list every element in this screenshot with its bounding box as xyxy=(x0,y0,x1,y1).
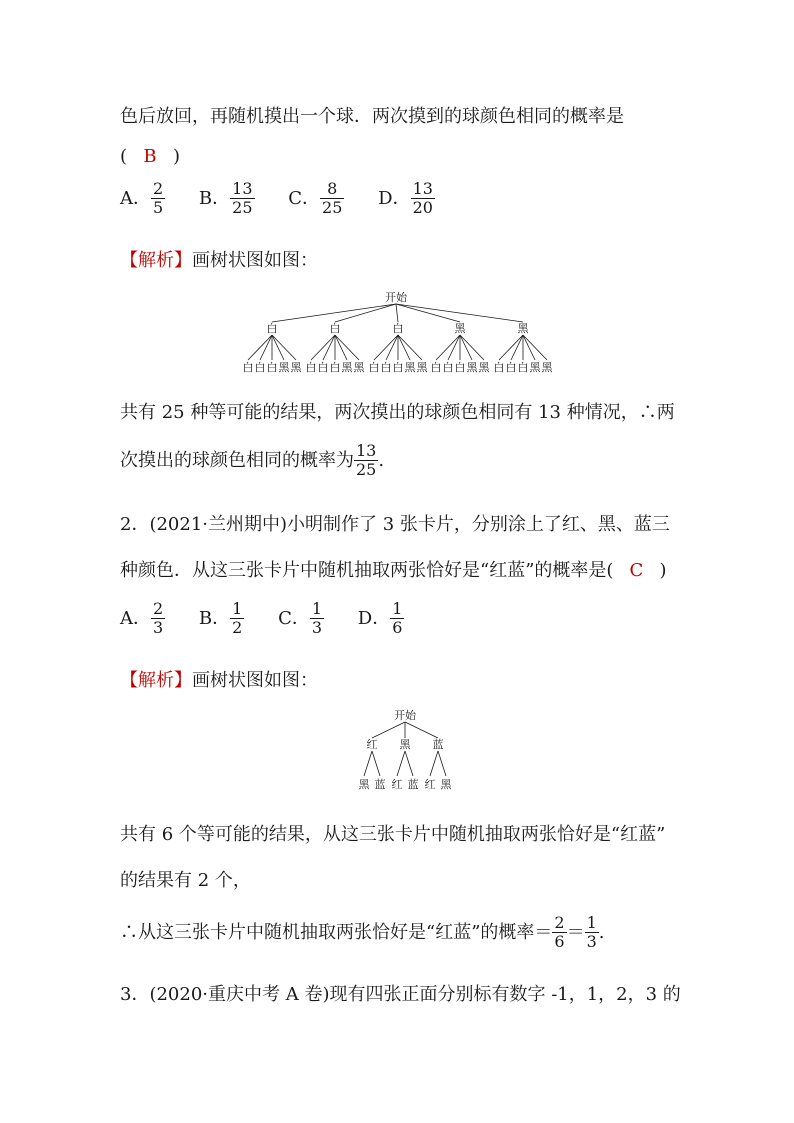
tree-branch xyxy=(405,751,413,776)
q2-conclusion-3: ∴从这三张卡片中随机抽取两张恰好是“红蓝”的概率＝ $\frac{2}{6}$ ＝ $\frac{1}{3}$ . xyxy=(120,913,605,952)
tree-branch xyxy=(335,335,359,360)
tree-branch xyxy=(430,751,438,776)
tree-branch xyxy=(374,335,398,360)
tree-branch xyxy=(436,335,460,360)
q1-stem: 色后放回，再随机摸出一个球．两次摸到的球颜色相同的概率是 xyxy=(120,106,624,127)
q1-tree-node-level2: 黑 xyxy=(278,361,290,374)
tree-branch xyxy=(396,304,398,322)
q1-answer: B xyxy=(143,146,157,167)
tree-branch xyxy=(248,335,272,360)
q2-option-d: D． $\frac{1}{6}$ xyxy=(357,599,403,638)
tree-branch xyxy=(335,335,347,360)
q1-tree-node-level2: 白 xyxy=(493,361,505,374)
tree-branch xyxy=(438,751,446,776)
q1-tree-node-level2: 白 xyxy=(430,361,442,374)
q2-line-2: 种颜色．从这三张卡片中随机抽取两张恰好是“红蓝”的概率是( C ) xyxy=(120,560,667,581)
tree-branch xyxy=(323,335,335,360)
q1-tree-node-level1: 白 xyxy=(329,322,341,335)
q3-line-1: 3．(2020·重庆中考 A 卷)现有四张正面分别标有数字 -1，1，2，3 的 xyxy=(120,984,681,1005)
q1-tree-node-level1: 白 xyxy=(392,322,404,335)
q1-tree-node-level2: 黑 xyxy=(541,361,553,374)
tree-branch xyxy=(311,335,335,360)
q1-answer-line: ( B ) xyxy=(120,146,181,167)
q1-conclusion-1: 共有 25 种等可能的结果，两次摸出的球颜色相同有 13 种情况，∴两 xyxy=(120,402,675,423)
q1-tree-node-level1: 白 xyxy=(266,322,278,335)
q2-analysis: 【解析】画树状图如图： xyxy=(120,670,318,691)
q1-tree-node-level2: 白 xyxy=(505,361,517,374)
q1-tree-node-level2: 白 xyxy=(454,361,466,374)
tree-branch xyxy=(335,304,396,322)
q1-option-b: B． $\frac{13}{25}$ xyxy=(198,179,253,218)
q1-tree-node-level2: 黑 xyxy=(478,361,490,374)
tree-branch xyxy=(260,335,272,360)
q1-tree-node-level1: 黑 xyxy=(517,322,529,335)
q1-tree-node-level2: 黑 xyxy=(416,361,428,374)
q1-tree-node-level2: 白 xyxy=(368,361,380,374)
q1-analysis: 【解析】画树状图如图： xyxy=(120,250,318,271)
q2-tree-node-level1: 蓝 xyxy=(432,738,444,751)
q1-tree-node-level2: 黑 xyxy=(341,361,353,374)
q2-line-1: 2．(2021·兰州期中)小明制作了 3 张卡片，分别涂上了红、黑、蓝三 xyxy=(120,514,670,535)
tree-branch xyxy=(396,304,460,322)
tree-branch xyxy=(398,335,410,360)
q1-tree-node-level2: 白 xyxy=(305,361,317,374)
q1-tree-node-level2: 白 xyxy=(254,361,266,374)
q1-tree-node-level2: 白 xyxy=(517,361,529,374)
q1-tree-node-level2: 黑 xyxy=(353,361,365,374)
q2-option-b: B． $\frac{1}{2}$ xyxy=(198,599,243,638)
tree-branch xyxy=(405,722,438,738)
tree-branch xyxy=(272,335,296,360)
q1-tree-diagram xyxy=(242,288,553,376)
tree-branch xyxy=(272,304,396,322)
q1-tree-node-level2: 黑 xyxy=(404,361,416,374)
q1-options xyxy=(120,180,463,218)
q1-tree-node-level2: 黑 xyxy=(290,361,302,374)
tree-branch xyxy=(523,335,547,360)
q2-tree-node-level2: 黑 xyxy=(440,778,452,791)
q1-tree-node-level2: 黑 xyxy=(529,361,541,374)
q2-tree-node-level2: 蓝 xyxy=(407,778,419,791)
q1-tree-node-level2: 白 xyxy=(266,361,278,374)
q2-options xyxy=(120,600,432,638)
tree-branch xyxy=(386,335,398,360)
q2-conclusion-1: 共有 6 个等可能的结果，从这三张卡片中随机抽取两张恰好是“红蓝” xyxy=(120,824,666,845)
q2-tree-node-level2: 红 xyxy=(424,778,436,791)
q1-tree-node-level2: 白 xyxy=(392,361,404,374)
q2-option-c: C． $\frac{1}{3}$ xyxy=(278,599,323,638)
q1-tree-node-level2: 白 xyxy=(380,361,392,374)
q1-tree-node-level2: 白 xyxy=(242,361,254,374)
q2-tree-root: 开始 xyxy=(394,709,416,722)
tree-branch xyxy=(460,335,484,360)
q1-analysis-tag: 【解析】 xyxy=(120,250,192,271)
q2-option-a: A． $\frac{2}{3}$ xyxy=(120,599,164,638)
tree-branch xyxy=(448,335,460,360)
tree-branch xyxy=(523,335,535,360)
q2-tree-node-level1: 红 xyxy=(366,738,378,751)
q2-analysis-tag: 【解析】 xyxy=(120,670,192,691)
q1-option-d: D． $\frac{13}{20}$ xyxy=(378,179,433,218)
q1-conclusion-2: 次摸出的球颜色相同的概率为 $\frac{13}{25}$ . xyxy=(120,441,385,480)
q1-tree-root: 开始 xyxy=(385,291,407,304)
tree-branch xyxy=(272,335,284,360)
tree-branch xyxy=(398,335,422,360)
q2-conclusion-2: 的结果有 2 个， xyxy=(120,870,251,891)
tree-branch xyxy=(460,335,472,360)
tree-branch xyxy=(372,751,380,776)
q1-tree-node-level2: 白 xyxy=(317,361,329,374)
q1-option-a: A． $\frac{2}{5}$ xyxy=(120,179,164,218)
q1-tree-node-level2: 白 xyxy=(329,361,341,374)
tree-branch xyxy=(511,335,523,360)
q2-answer: C xyxy=(629,560,644,581)
q2-tree-node-level2: 红 xyxy=(391,778,403,791)
tree-branch xyxy=(397,751,405,776)
q1-option-c: C． $\frac{8}{25}$ xyxy=(288,179,343,218)
q2-tree-node-level2: 黑 xyxy=(358,778,370,791)
tree-branch xyxy=(396,304,523,322)
tree-branch xyxy=(364,751,372,776)
tree-branch xyxy=(372,722,405,738)
q1-tree-node-level1: 黑 xyxy=(454,322,466,335)
q1-tree-node-level2: 白 xyxy=(442,361,454,374)
q1-tree-node-level2: 黑 xyxy=(466,361,478,374)
q2-tree-node-level2: 蓝 xyxy=(374,778,386,791)
q2-tree-node-level1: 黑 xyxy=(399,738,411,751)
tree-branch xyxy=(499,335,523,360)
q2-tree-diagram xyxy=(350,706,460,794)
